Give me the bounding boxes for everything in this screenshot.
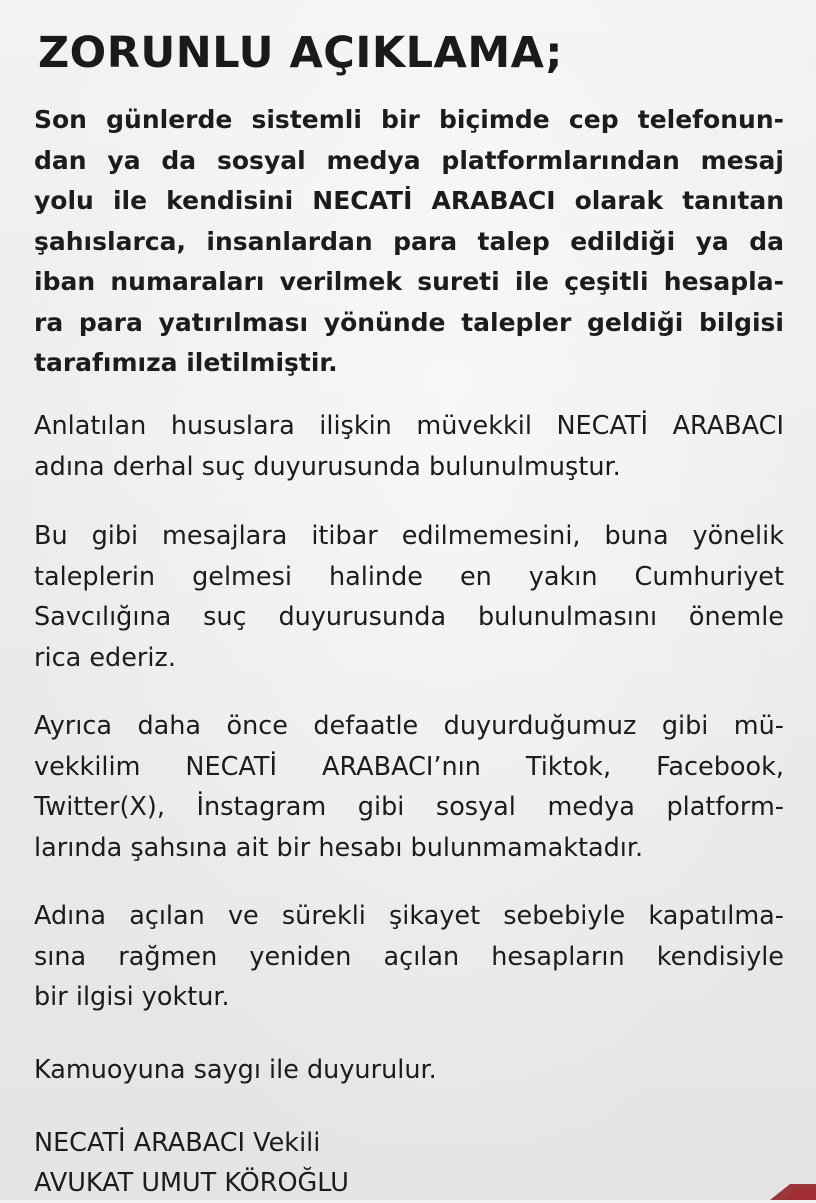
text-line: Bu gibi mesajlara itibar edilmemesini, buna yönelik xyxy=(34,521,784,551)
text-line: Ayrıca daha önce defaatle duyurduğumuz gibi mü- xyxy=(34,711,784,741)
text-line: Twitter(X), İnstagram gibi sosyal medya platform- xyxy=(34,792,784,822)
text-line: vekkilim NECATİ ARABACI’nın Tiktok, Facebook, xyxy=(34,751,784,782)
text-line: Adına açılan ve sürekli şikayet sebebiyle kapatılma- xyxy=(34,901,784,931)
text-line: bir ilgisi yoktur. xyxy=(34,982,230,1012)
paragraph-closing xyxy=(34,1050,784,1091)
text-line: Savcılığına suç duyurusunda bulunulmasını önemle xyxy=(34,602,784,632)
text-line: yolu ile kendisini NECATİ ARABACI olarak tanıtan xyxy=(34,186,784,215)
corner-accent-shape xyxy=(756,1178,816,1200)
text-line: Kamuoyuna saygı ile duyurulur. xyxy=(34,1055,437,1085)
text-line: dan ya da sosyal medya platformlarından mesaj xyxy=(34,145,784,175)
paragraph-intro xyxy=(34,100,784,384)
text-line: rica ederiz. xyxy=(34,642,176,673)
paragraph-complaint xyxy=(34,406,784,487)
text-line: larında şahsına ait bir hesabı bulunmamaktadır. xyxy=(34,832,644,863)
text-line: adına derhal suç duyurusunda bulunulmuştur. xyxy=(34,451,621,482)
corner-logo-fragment xyxy=(756,1178,816,1200)
page-title: ZORUNLU AÇIKLAMA; xyxy=(38,28,563,78)
paragraph-request xyxy=(34,516,784,678)
text-line: sına rağmen yeniden açılan hesapların kendisiyle xyxy=(34,941,784,972)
text-line: taleplerin gelmesi halinde en yakın Cumhuriyet xyxy=(34,561,784,592)
text-line: ra para yatırılması yönünde talepler geldiği bilgisi xyxy=(34,307,784,337)
signature-block xyxy=(34,1123,349,1203)
signature-line-lawyer: AVUKAT UMUT KÖROĞLU xyxy=(34,1168,349,1198)
paragraph-social-media xyxy=(34,706,784,868)
text-line: tarafımıza iletilmiştir. xyxy=(34,348,338,377)
text-line: Son günlerde sistemli bir biçimde cep telefonun- xyxy=(34,105,784,134)
text-line: iban numaraları verilmek sureti ile çeşitli hesapla- xyxy=(34,267,784,296)
paragraph-accounts xyxy=(34,896,784,1018)
signature-line-representative: NECATİ ARABACI Vekili xyxy=(34,1128,321,1158)
text-line: Anlatılan hususlara ilişkin müvekkil NECATİ ARABACI xyxy=(34,411,784,441)
text-line: şahıslarca, insanlardan para talep edildiği ya da xyxy=(34,226,784,256)
